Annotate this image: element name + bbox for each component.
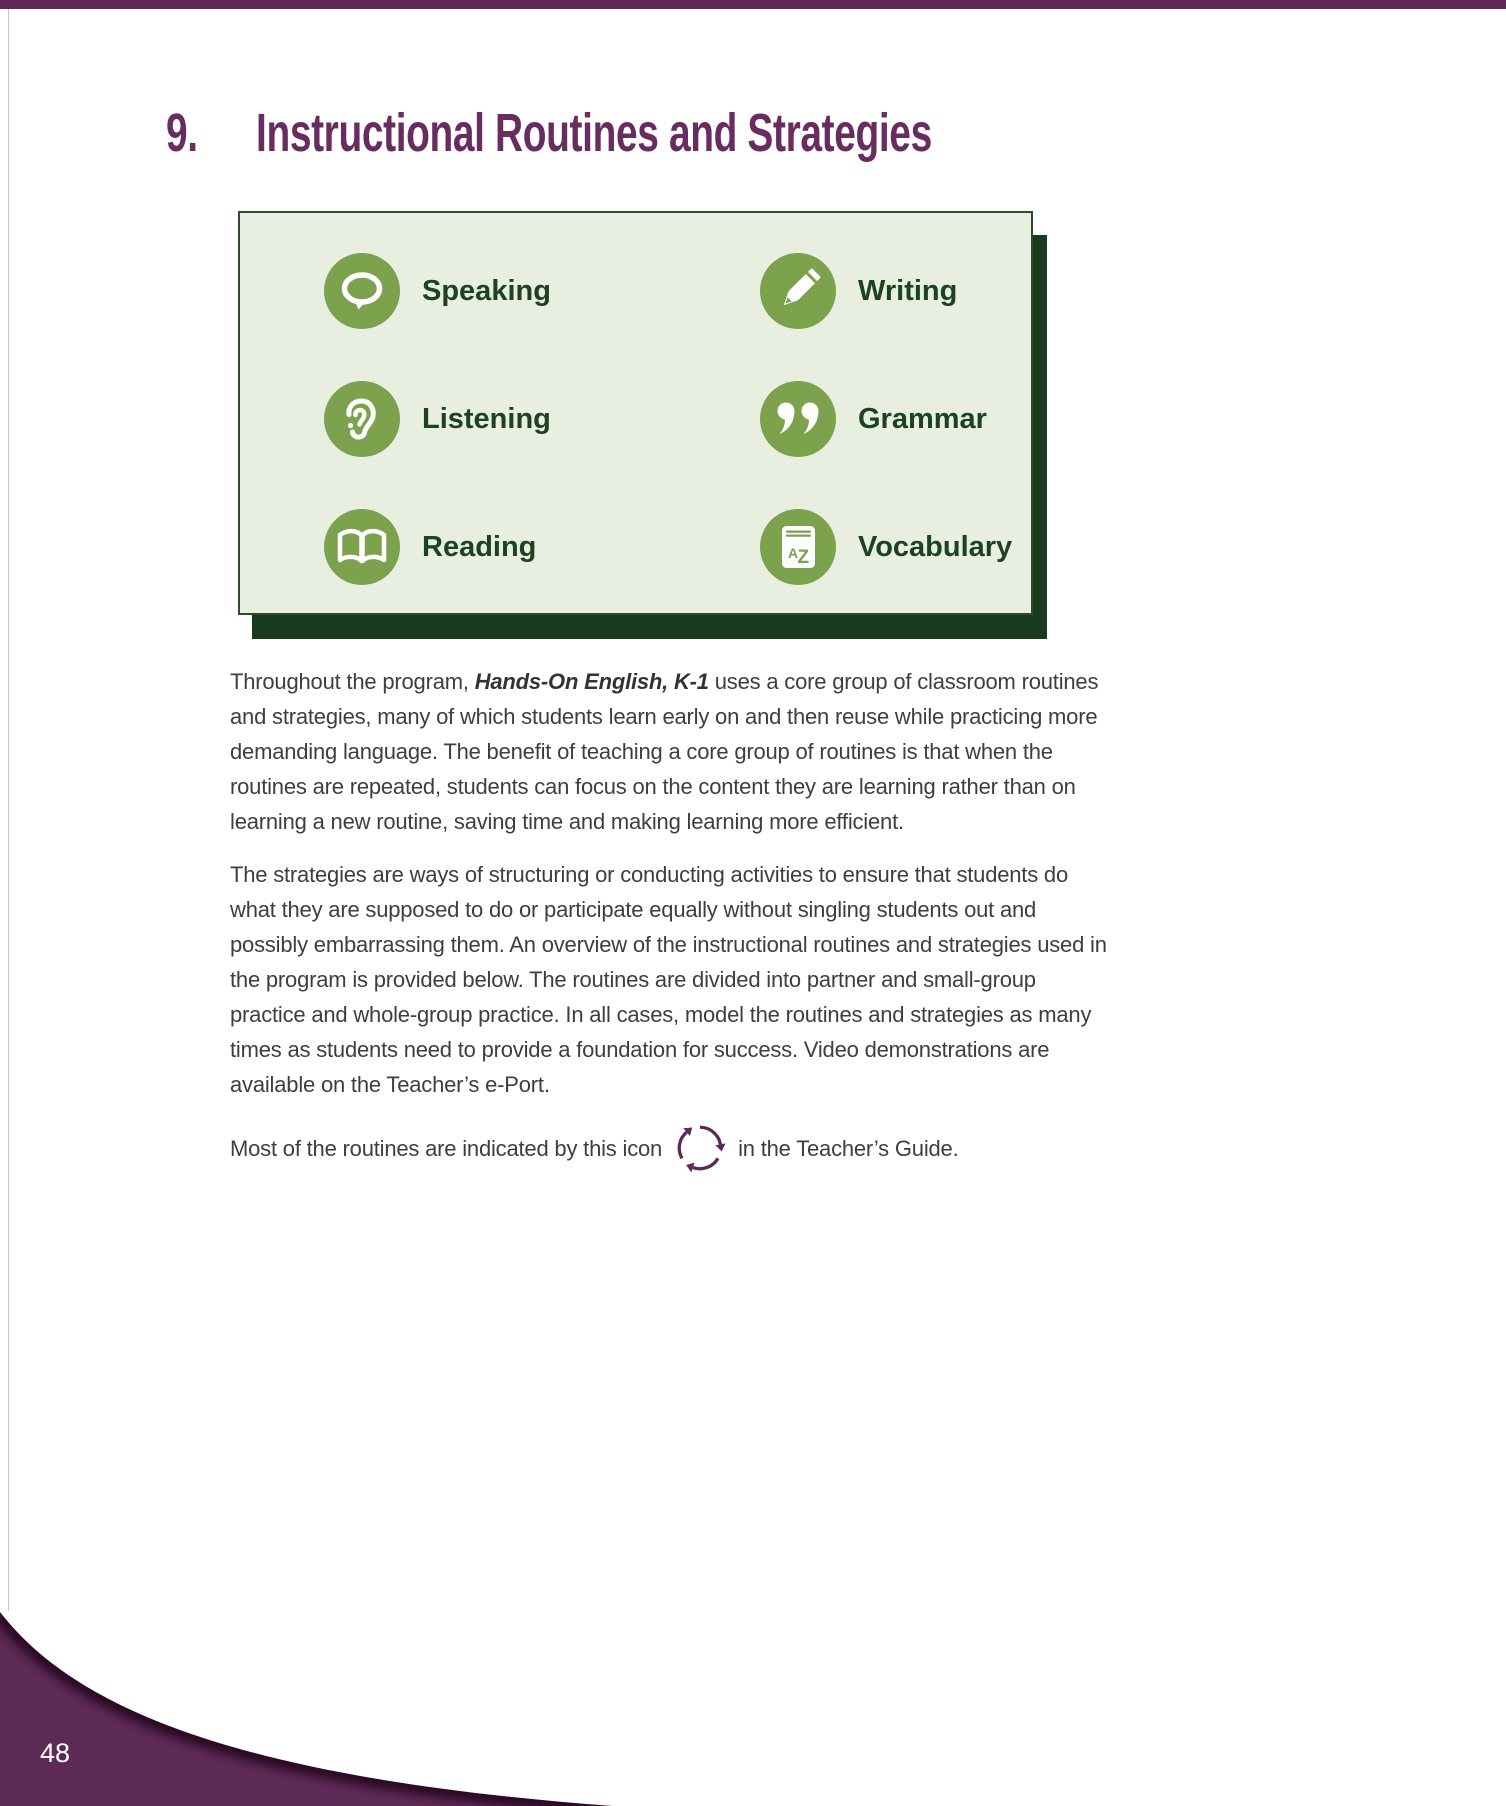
speech-bubble-icon [324, 253, 400, 329]
ear-icon [324, 381, 400, 457]
program-title: Hands-On English, K-1 [474, 669, 709, 694]
heading-number: 9. [166, 103, 198, 163]
skill-label: Reading [422, 530, 537, 563]
skill-label: Vocabulary [858, 530, 1013, 563]
skill-vocabulary [676, 483, 1031, 611]
page-edge-rule [8, 9, 9, 1611]
svg-text:Z: Z [797, 547, 810, 568]
skill-writing [676, 227, 1031, 355]
footer-swoosh [0, 1606, 660, 1806]
heading-text: Instructional Routines and Strategies [256, 103, 932, 163]
skill-label: Speaking [422, 274, 551, 307]
paragraph-1 [230, 664, 1110, 839]
p1-rest: uses a core group of classroom routines and strategies, many of which students learn early on and then reuse while practicing more demanding language. The benefit of teaching a core group of routines is that when the routines are repeated, students can focus on the content they are learning rather than on learning a new routine, saving time and making learning more efficient. [230, 669, 1099, 834]
quotation-marks-icon [760, 381, 836, 457]
skill-grammar [676, 355, 1031, 483]
skills-box [238, 211, 1033, 615]
skill-speaking [240, 227, 676, 355]
pencil-icon [760, 253, 836, 329]
skill-label: Writing [858, 274, 958, 307]
skill-reading [240, 483, 676, 611]
skill-label: Listening [422, 402, 551, 435]
paragraph-2: The strategies are ways of structuring or conducting activities to ensure that students do what they are supposed to do or participate equally without singling students out and possibly embarrassing them. An overview of the instructional routines and strategies used in the program is provided below. The routines are divided into partner and small-group practice and whole-group practice. In all cases, model the routines and strategies as many times as students need to provide a foundation for success. Video demonstrations are available on the Teacher’s e-Port. [230, 862, 1107, 1097]
open-book-icon [324, 509, 400, 585]
skill-label: Grammar [858, 402, 987, 435]
svg-text:A: A [788, 545, 799, 561]
top-accent-bar [0, 0, 1506, 9]
page-number: 48 [40, 1738, 71, 1768]
skill-listening [240, 355, 676, 483]
p3-before-icon: Most of the routines are indicated by this icon [230, 1135, 663, 1161]
body-text [230, 664, 1110, 1194]
routine-cycle-icon [672, 1120, 728, 1176]
paragraph-3 [230, 1120, 1110, 1176]
p1-lead: Throughout the program, [230, 669, 475, 694]
p3-after-icon: in the Teacher’s Guide. [738, 1135, 959, 1161]
dictionary-az-icon [760, 509, 836, 585]
page-title [166, 104, 932, 162]
